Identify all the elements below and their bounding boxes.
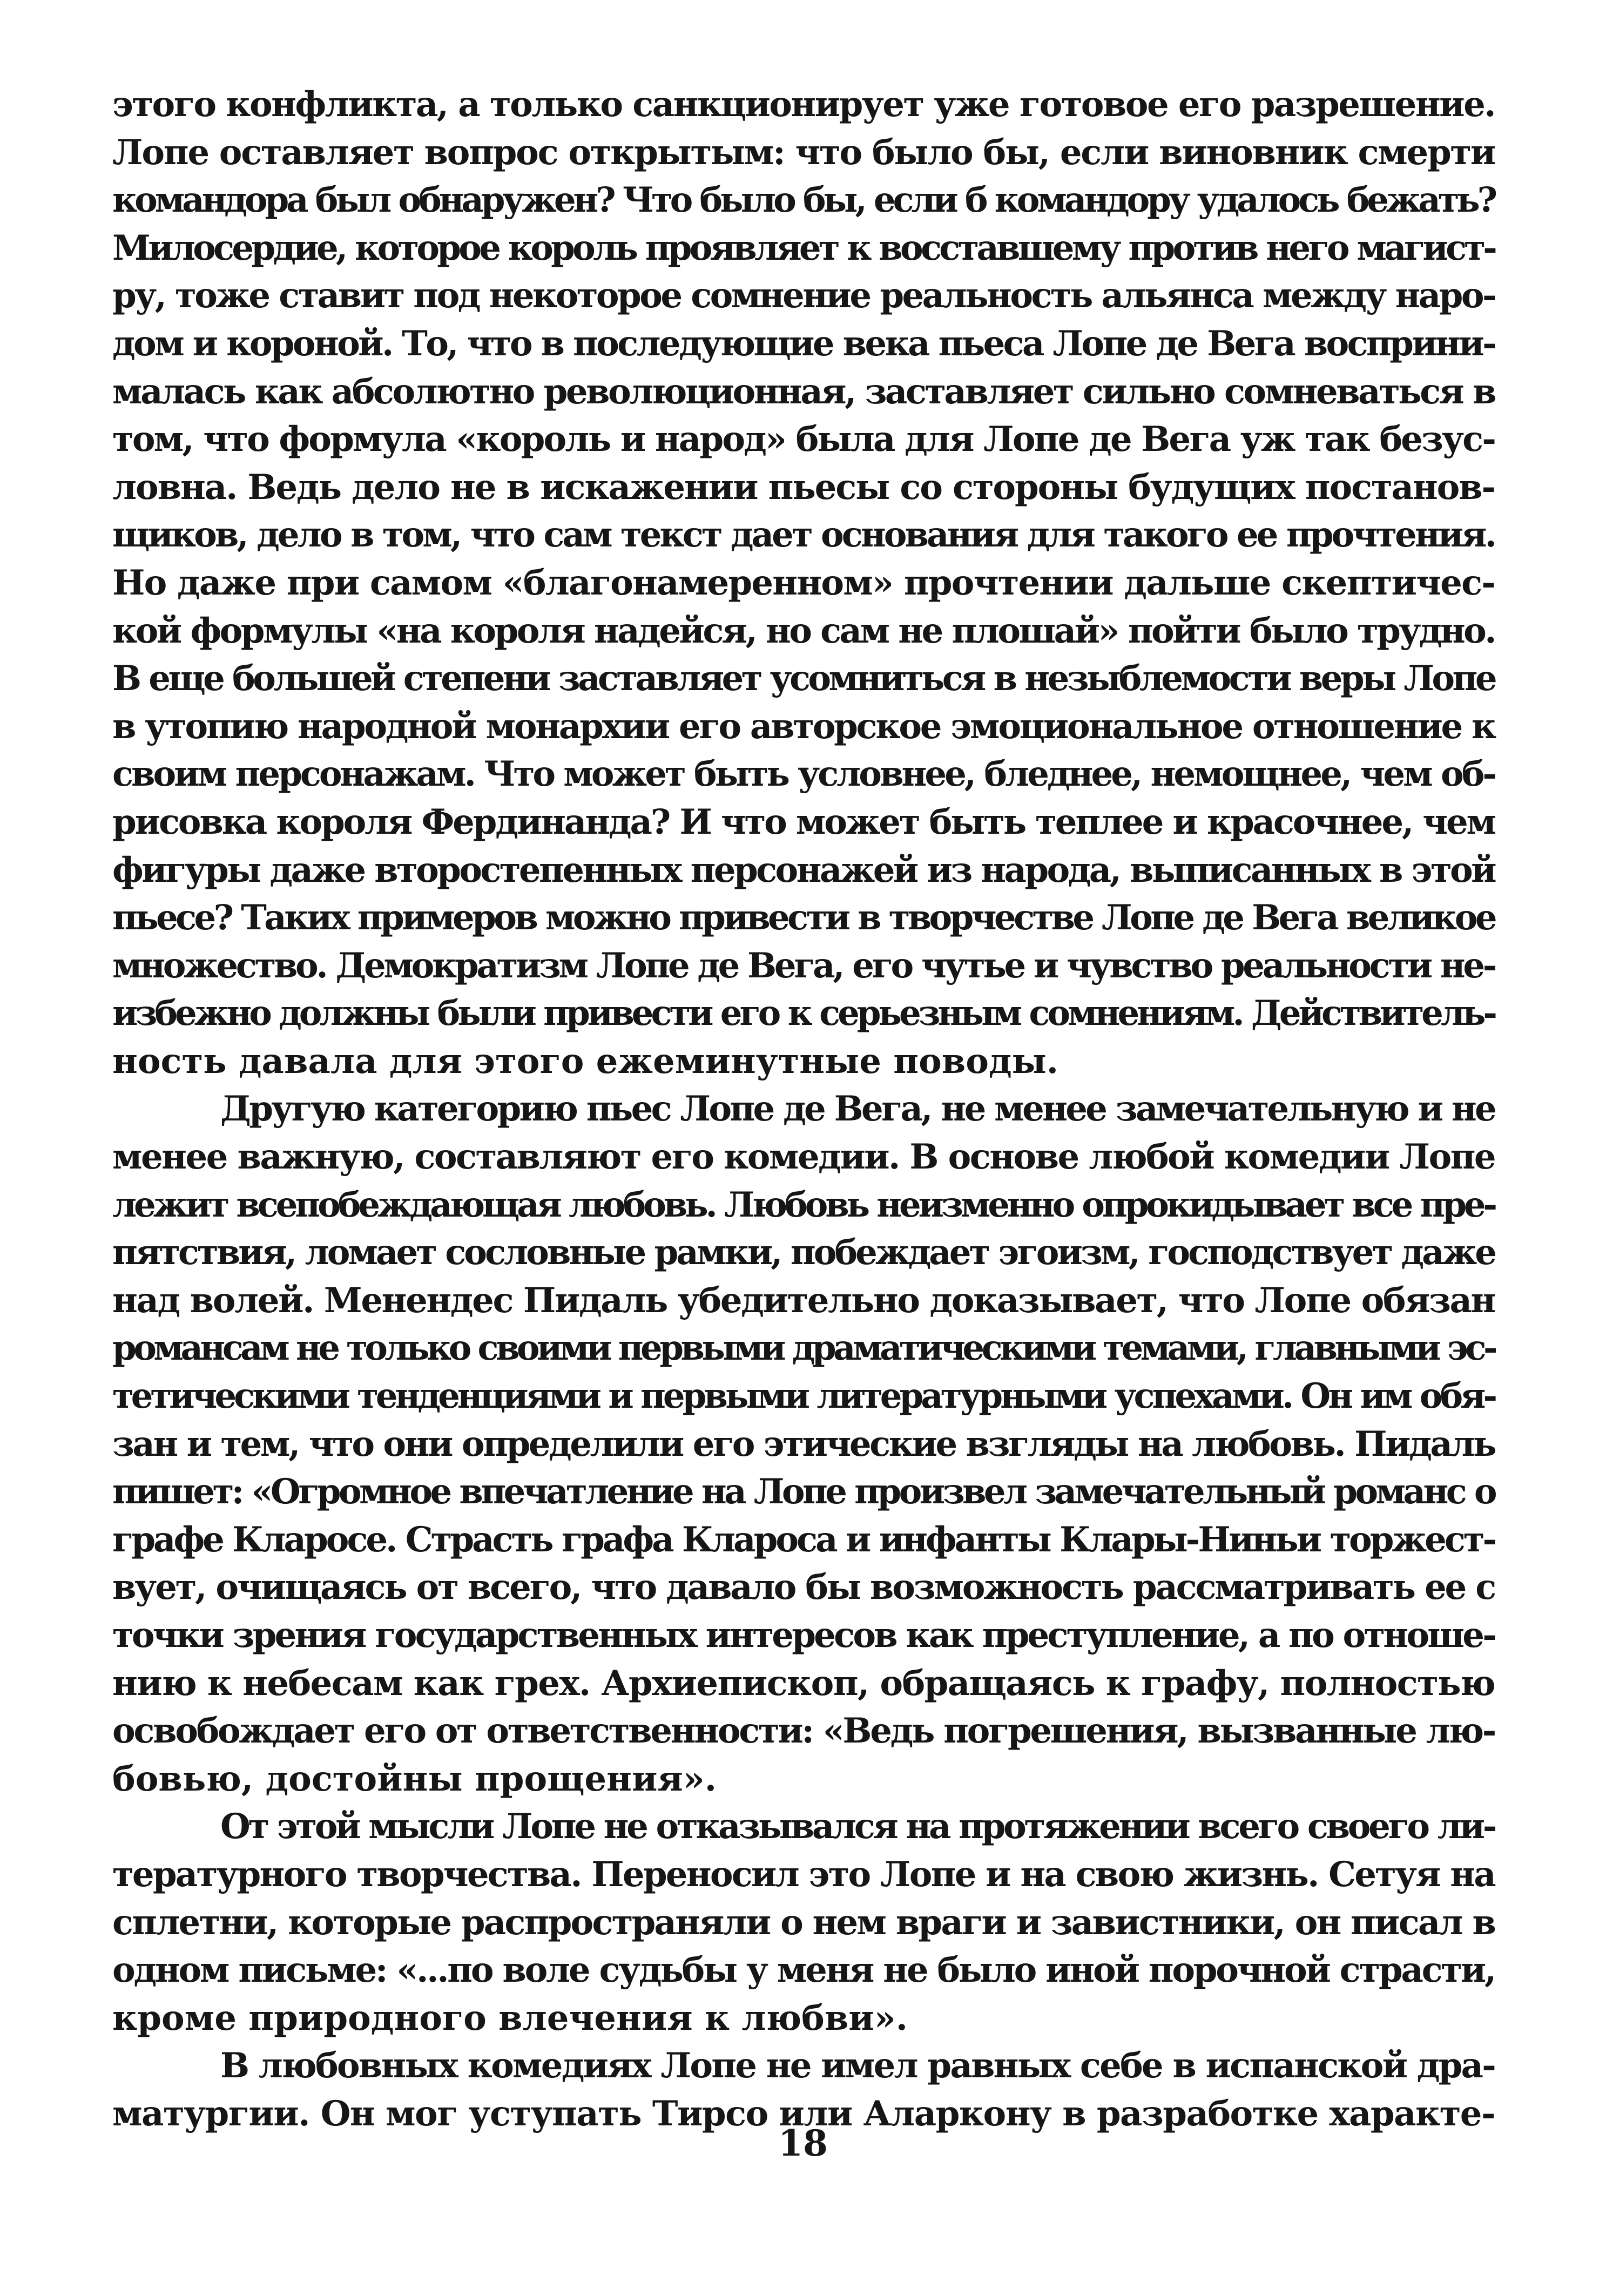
text-line: щиков, дело в том, что сам текст дает основания для такого ее прочтения. [112,515,1495,556]
text-line: освобождает его от ответственности: «Ведь погрешения, вызванные лю- [112,1711,1495,1752]
text-line: графе Кларосе. Страсть графа Клароса и инфанты Клары-Ниньи торжест- [112,1519,1495,1560]
text-line: этого конфликта, а только санкционирует уже готовое его разрешение. [112,84,1495,125]
text-line: менее важную, составляют его комедии. В основе любой комедии Лопе [112,1137,1495,1178]
text-line: бовью, достойны прощения». [112,1758,717,1799]
paragraph [112,81,1495,1085]
text-line: избежно должны были привести его к серьезным сомнениям. Действитель- [112,993,1495,1034]
text-line: том, что формула «король и народ» была для Лопе де Вега уж так безус- [112,419,1495,460]
text-line: своим персонажам. Что может быть условнее, бледнее, немощнее, чем об- [112,754,1495,795]
text-line: В любовных комедиях Лопе не имел равных себе в испанской дра- [220,2045,1495,2086]
text-line: романсам не только своими первыми драматическими темами, главными эс- [112,1328,1495,1369]
paragraph [112,1085,1495,1803]
text-line: кой формулы «на короля надейся, но сам не плошай» пойти было трудно. [112,610,1495,651]
text-line: От этой мысли Лопе не отказывался на протяжении всего своего ли- [220,1806,1495,1847]
text-line: зан и тем, что они определили его этические взгляды на любовь. Пидаль [112,1423,1495,1464]
page-number: 18 [778,2122,828,2164]
text-line: Лопе оставляет вопрос открытым: что было бы, если виновник смерти [112,132,1495,173]
text-line: вует, очищаясь от всего, что давало бы возможность рассматривать ее с [112,1567,1495,1608]
text-line: В еще большей степени заставляет усомниться в незыблемости веры Лопе [112,658,1495,699]
text-line: матургии. Он мог уступать Тирсо или Аларкону в разработке характе- [112,2093,1495,2134]
text-line: одном письме: «...по воле судьбы у меня не было иной порочной страсти, [112,1950,1495,1991]
text-line: ловна. Ведь дело не в искажении пьесы со стороны будущих постанов- [112,467,1495,508]
text-line: нию к небесам как грех. Архиепископ, обращаясь к графу, полностью [112,1663,1495,1704]
text-line: кроме природного влечения к любви». [112,1997,908,2038]
text-line: Другую категорию пьес Лопе де Вега, не менее замечательную и не [220,1089,1495,1130]
text-line: малась как абсолютно революционная, заставляет сильно сомневаться в [112,371,1495,412]
text-line: тетическими тенденциями и первыми литературными успехами. Он им обя- [112,1376,1495,1417]
paragraph [112,1803,1495,2042]
text-line: пьесе? Таких примеров можно привести в творчестве Лопе де Вега великое [112,897,1495,938]
text-line: точки зрения государственных интересов как преступление, а по отноше- [112,1615,1495,1656]
text-line: в утопию народной монархии его авторское эмоциональное отношение к [112,706,1495,747]
text-line: лежит всепобеждающая любовь. Любовь неизменно опрокидывает все пре- [112,1184,1495,1225]
text-line: Милосердие, которое король проявляет к восставшему против него магист- [112,227,1495,268]
text-line: тературного творчества. Переносил это Лопе и на свою жизнь. Сетуя на [112,1854,1495,1895]
text-line: над волей. Менендес Пидаль убедительно доказывает, что Лопе обязан [112,1280,1495,1321]
text-line: рисовка короля Фердинанда? И что может быть теплее и красочнее, чем [112,801,1495,842]
text-line: ру, тоже ставит под некоторое сомнение реальность альянса между наро- [112,275,1495,316]
text-line: командора был обнаружен? Что было бы, если б командору удалось бежать? [112,180,1495,221]
text-line: пятствия, ломает сословные рамки, побеждает эгоизм, господствует даже [112,1232,1495,1273]
text-line: сплетни, которые распространяли о нем враги и завистники, он писал в [112,1902,1495,1943]
text-line: ность давала для этого ежеминутные поводы. [112,1041,1059,1082]
text-line: Но даже при самом «благонамеренном» прочтении дальше скептичес- [112,562,1495,603]
text-line: фигуры даже второстепенных персонажей из народа, выписанных в этой [112,849,1495,890]
body-text [112,81,1495,2138]
text-line: дом и короной. То, что в последующие века пьеса Лопе де Вега восприни- [112,323,1495,364]
text-line: множество. Демократизм Лопе де Вега, его чутье и чувство реальности не- [112,945,1495,986]
text-line: пишет: «Огромное впечатление на Лопе произвел замечательный романс о [112,1471,1495,1512]
